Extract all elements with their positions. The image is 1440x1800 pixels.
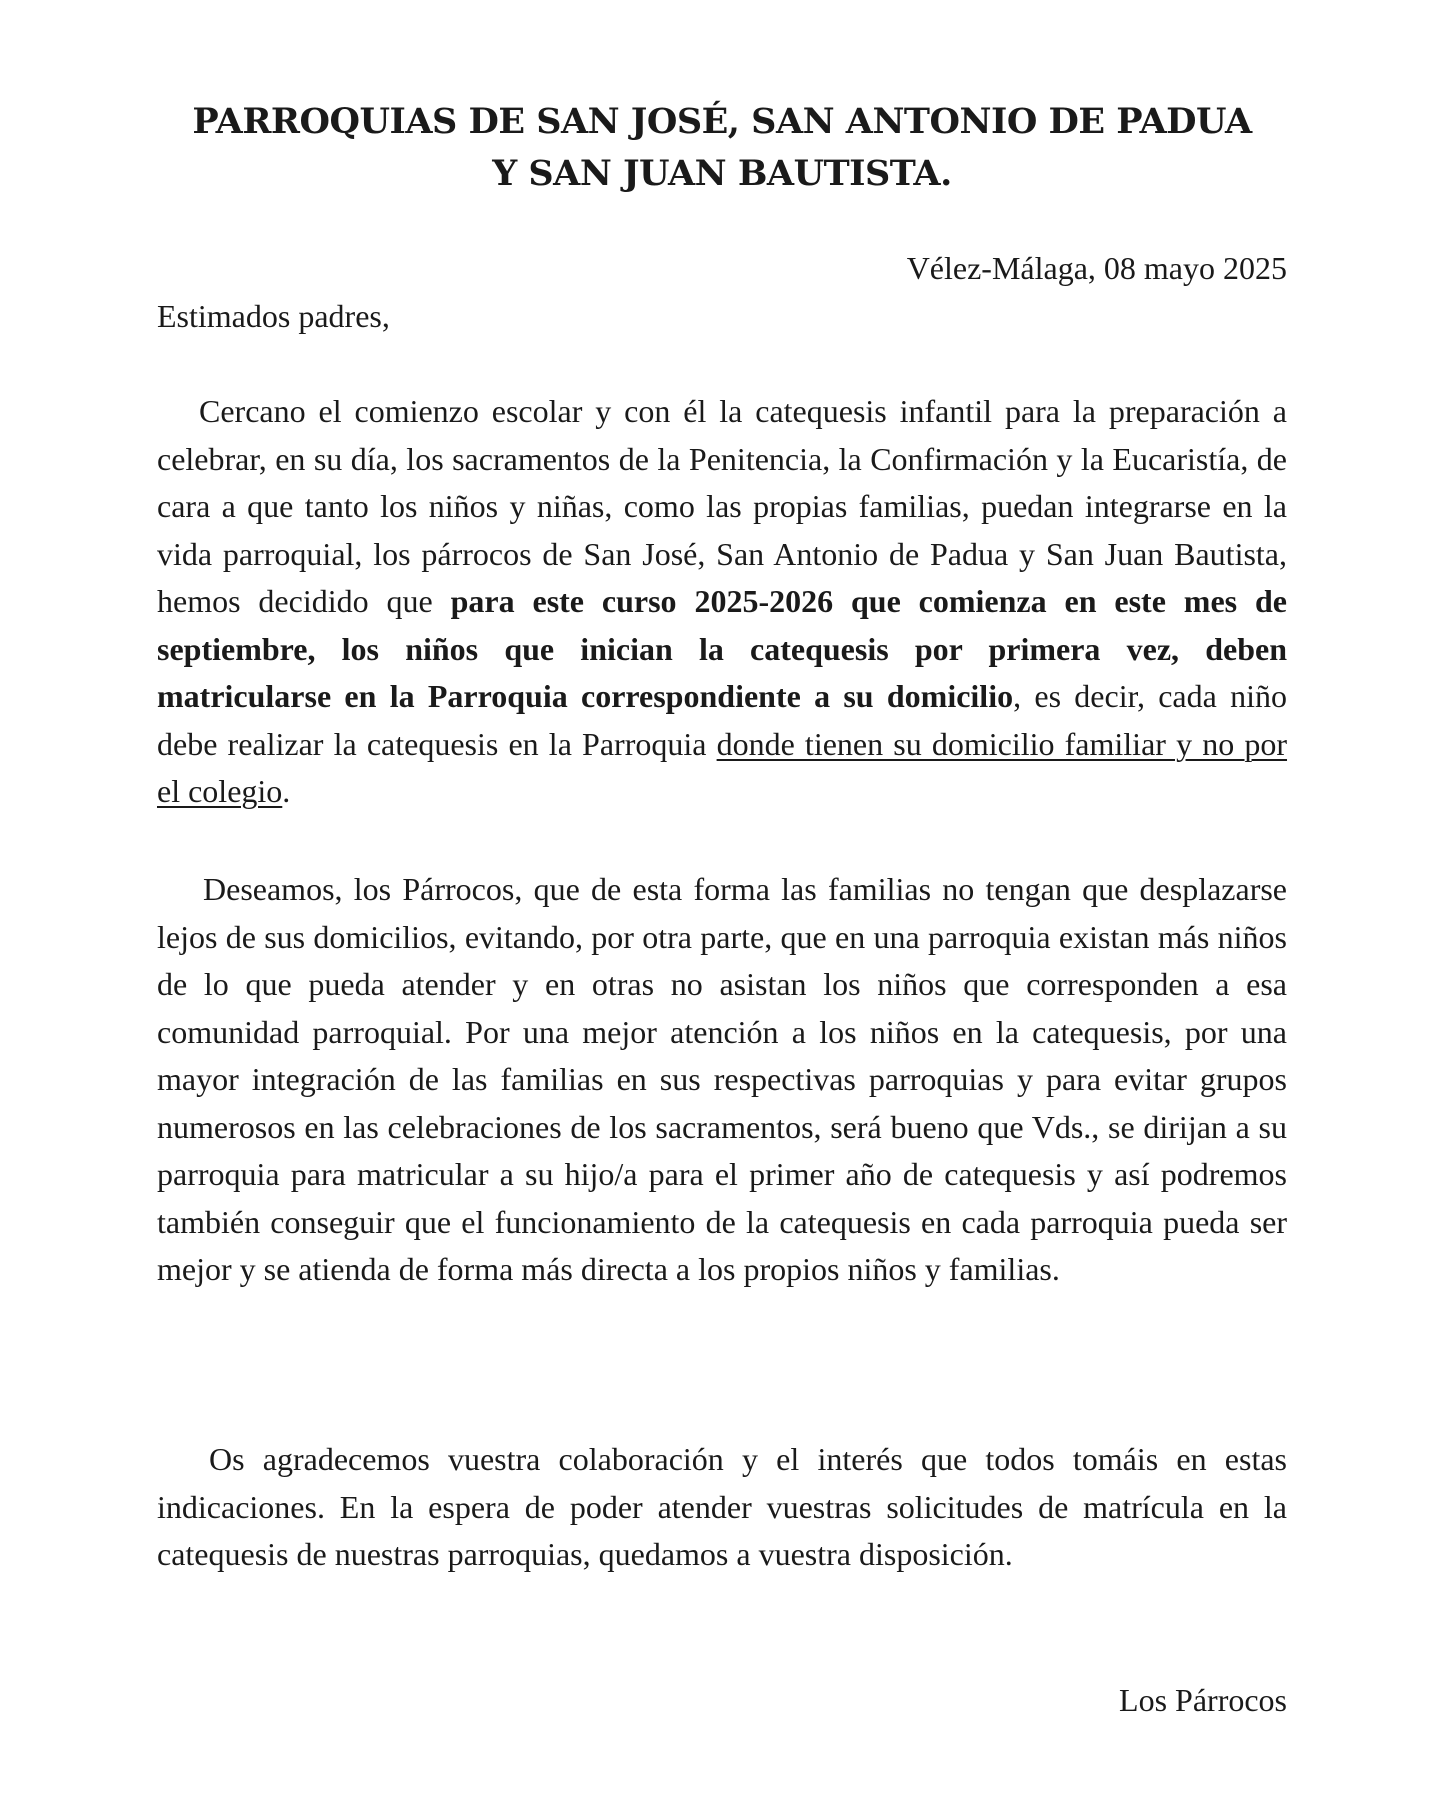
title-line-1: PARROQUIAS DE SAN JOSÉ, SAN ANTONIO DE PADUA (192, 101, 1252, 142)
paragraph-1-intro: Cercano el comienzo escolar y con él la catequesis infantil para la preparación a celebrar, en su día, los sacramentos de la Penitencia, la Confirmación y la Eucaristía, de cara a que tanto los niños y niñas, como las propias familias, puedan integrarse en la vida parroquial, los párrocos de San José, San Antonio de Padua y San Juan Bautista, hemos decidido que (157, 393, 1287, 619)
title-line-2: Y SAN JUAN BAUTISTA. (492, 153, 952, 194)
place-date: Vélez-Málaga, 08 mayo 2025 (906, 250, 1287, 286)
paragraph-1-middle: , es decir, cada niño debe realizar la catequesis en la Parroquia (157, 678, 1288, 762)
paragraph-3: Os agradecemos vuestra colaboración y el interés que todos tomáis en estas indicaciones. En la espera de poder atender vuestras solicitudes de matrícula en la catequesis de nuestras parroquias, quedamos a vuestra disposición. (157, 1441, 1287, 1572)
paragraph-2: Deseamos, los Párrocos, que de esta forma las familias no tengan que desplazarse lejos de sus domicilios, evitando, por otra parte, que en una parroquia existan más niños de lo que pueda atender y en otras no asistan los niños que corresponden a esa comunidad parroquial. Por una mejor atención a los niños en la catequesis, por una mayor integración de las familias en sus respectivas parroquias y para evitar grupos numerosos en las celebraciones de los sacramentos, será bueno que Vds., se dirijan a su parroquia para matricular a su hijo/a para el primer año de catequesis y así podremos también conseguir que el funcionamiento de la catequesis en cada parroquia pueda ser mejor y se atienda de forma más directa a los propios niños y familias. (157, 871, 1287, 1287)
paragraph-1 (157, 388, 1287, 816)
greeting: Estimados padres, (157, 298, 390, 334)
paragraph-1-underlined: donde tienen su domicilio familiar y no por el colegio (157, 725, 1288, 809)
paragraph-1-bold: para este curso 2025-2026 que comienza en este mes de septiembre, los niños que inician la catequesis por primera vez, deben matricularse en la Parroquia correspondiente a su domicilio (157, 583, 1288, 714)
signature: Los Párrocos (1119, 1682, 1287, 1718)
paragraph-1-end: . (282, 773, 291, 809)
letter-title (157, 96, 1287, 200)
